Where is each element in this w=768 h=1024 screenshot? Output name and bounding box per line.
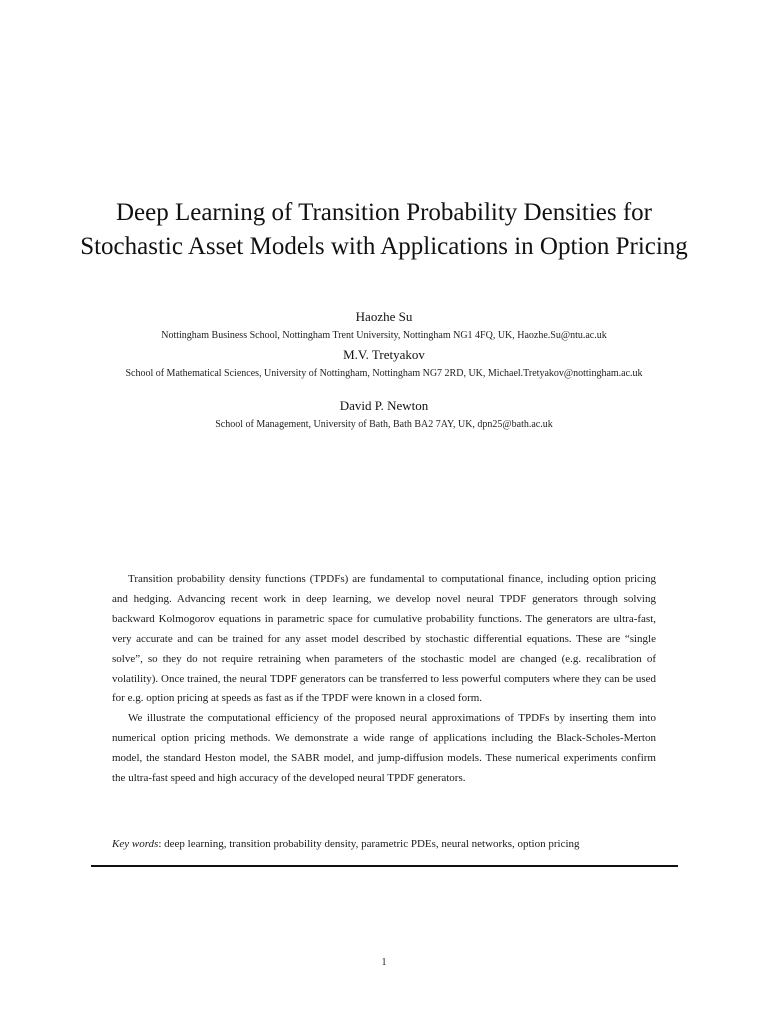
author-affiliation: School of Mathematical Sciences, University of Nottingham, Nottingham NG7 2RD, UK, Michael.Tretyakov@nottingham.ac.uk: [125, 368, 643, 379]
author-affiliation: School of Management, University of Bath, Bath BA2 7AY, UK, dpn25@bath.ac.uk: [215, 419, 553, 430]
horizontal-rule: [91, 865, 678, 867]
abstract-paragraph: Transition probability density functions (TPDFs) are fundamental to computational finance, including option pricing and hedging. Advancing recent work in deep learning, we develop novel neural TPDF generators through solving backward Kolmogorov equations in parametric space for cumulative probability functions. The generators are ultra-fast, very accurate and can be trained for any asset model described by stochastic differential equations. These are “single solve”, so they do not require retraining when parameters of the stochastic model are changed (e.g. recalibration of volatility). Once trained, the neural TDPF generators can be transferred to less powerful computers where they can be used for e.g. option pricing at speeds as fast as if the TPDF were known in a closed form.: [112, 573, 656, 705]
abstract: [112, 570, 656, 789]
author-name: M.V. Tretyakov: [343, 347, 425, 362]
page-number: 1: [381, 957, 387, 968]
keywords-line: [112, 835, 672, 853]
keywords-text: deep learning, transition probability density, parametric PDEs, neural networks, option pricing: [161, 838, 580, 850]
author-block-3: [80, 398, 688, 432]
keywords-separator: :: [158, 838, 162, 850]
author-name: David P. Newton: [339, 398, 429, 413]
author-block-1: [80, 309, 688, 343]
author-affiliation: Nottingham Business School, Nottingham Trent University, Nottingham NG1 4FQ, UK, Haozhe.Su@ntu.ac.uk: [161, 330, 607, 341]
keywords-label: Key words: [112, 838, 159, 850]
author-block-2: [80, 347, 688, 381]
abstract-paragraph: We illustrate the computational efficiency of the proposed neural approximations of TPDFs by inserting them into numerical option pricing methods. We demonstrate a wide range of applications including the Black-Scholes-Merton model, the standard Heston model, the SABR model, and jump-diffusion models. These numerical experiments confirm the ultra-fast speed and high accuracy of the developed neural TPDF generators.: [112, 712, 656, 785]
author-name: Haozhe Su: [355, 309, 413, 324]
paper-title: Deep Learning of Transition Probability Densities for Stochastic Asset Models with Applications in Option Pricing: [80, 199, 688, 260]
